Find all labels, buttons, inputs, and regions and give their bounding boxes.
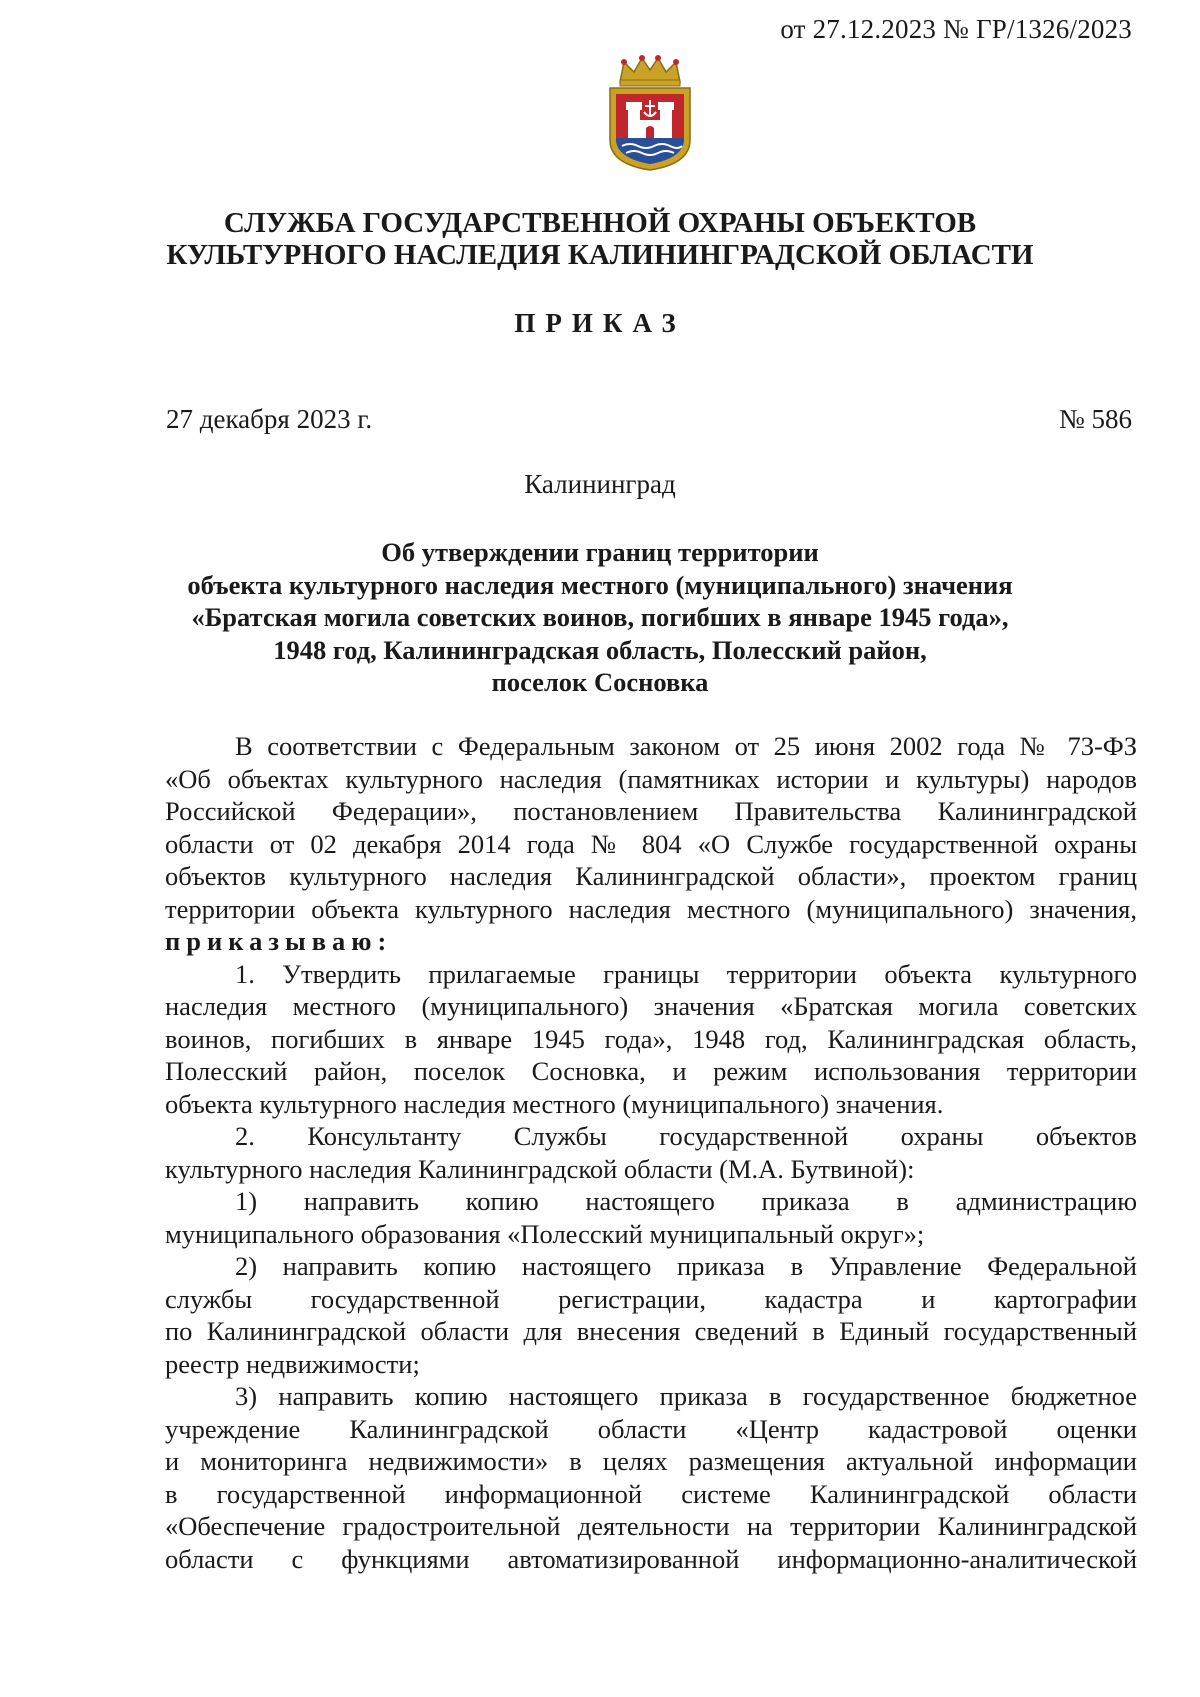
- body-line: 2. Консультанту Службы государственной охраны объектов: [235, 1121, 1137, 1151]
- body-line: территории объекта культурного наследия местного (муниципального) значения,: [165, 893, 1137, 924]
- body-line: объектов культурного наследия Калининградской области», проектом границ: [165, 861, 1137, 891]
- body-line: по Калининградской области для внесения сведений в Единый государственный: [165, 1316, 1137, 1346]
- body-line: в государственной информационной системе Калининградской области: [165, 1478, 1137, 1509]
- coat-of-arms-icon: [602, 52, 698, 172]
- body-line: В соответствии с Федеральным законом от 25 июня 2002 года № 73-ФЗ: [235, 731, 1137, 761]
- document-subject: [0, 536, 1200, 699]
- body-line: «Обеспечение градостроительной деятельности на территории Калининградской: [165, 1511, 1137, 1541]
- body-line: и мониторинга недвижимости» в целях размещения актуальной информации: [165, 1446, 1137, 1476]
- document-body: [165, 730, 1137, 1575]
- subject-line: 1948 год, Калининградская область, Полесский район,: [273, 634, 927, 665]
- subject-line: Об утверждении границ территории: [381, 537, 819, 567]
- organization-name: [0, 207, 1200, 271]
- organization-line-2: КУЛЬТУРНОГО НАСЛЕДИЯ КАЛИНИНГРАДСКОЙ ОБЛАСТИ: [166, 239, 1034, 271]
- document-date: 27 декабря 2023 г.: [166, 404, 373, 434]
- body-line: «Об объектах культурного наследия (памятниках истории и культуры) народов: [165, 763, 1137, 794]
- body-line: реестр недвижимости;: [165, 1348, 420, 1379]
- body-line: 1. Утвердить прилагаемые границы территории объекта культурного: [235, 958, 1137, 989]
- document-city: Калининград: [524, 469, 676, 499]
- order-word: приказываю:: [165, 926, 393, 956]
- body-line: службы государственной регистрации, кадастра и картографии: [165, 1283, 1137, 1314]
- body-line: области с функциями автоматизированной информационно-аналитической: [165, 1543, 1137, 1574]
- body-line: учреждение Калининградской области «Центр кадастровой оценки: [165, 1413, 1137, 1444]
- organization-line-1: СЛУЖБА ГОСУДАРСТВЕННОЙ ОХРАНЫ ОБЪЕКТОВ: [223, 207, 977, 239]
- body-line: 1) направить копию настоящего приказа в администрацию: [235, 1186, 1137, 1216]
- body-line: Полесский район, поселок Сосновка, и режим использования территории: [165, 1056, 1137, 1086]
- body-line: области от 02 декабря 2014 года № 804 «О Службе государственной охраны: [165, 828, 1137, 859]
- body-line: Российской Федерации», постановлением Правительства Калининградской: [165, 796, 1137, 826]
- body-line: воинов, погибших в январе 1945 года», 1948 год, Калининградская область,: [165, 1023, 1137, 1054]
- body-line: муниципального образования «Полесский муниципальный округ»;: [165, 1218, 925, 1249]
- subject-line: объекта культурного наследия местного (муниципального) значения: [187, 569, 1013, 600]
- document-type: ПРИКАЗ: [514, 308, 686, 338]
- body-line: объекта культурного наследия местного (муниципального) значения.: [165, 1088, 944, 1119]
- body-line: наследия местного (муниципального) значения «Братская могила советских: [165, 991, 1137, 1021]
- subject-line: «Братская могила советских воинов, погибших в январе 1945 года»,: [191, 602, 1009, 632]
- document-number: № 586: [1058, 404, 1132, 434]
- subject-line: поселок Сосновка: [491, 667, 709, 697]
- document-reference: от 27.12.2023 № ГР/1326/2023: [780, 14, 1132, 44]
- body-line: 3) направить копию настоящего приказа в государственное бюджетное: [235, 1381, 1137, 1411]
- body-line: культурного наследия Калининградской области (М.А. Бутвиной):: [165, 1153, 915, 1184]
- body-line: 2) направить копию настоящего приказа в Управление Федеральной: [235, 1251, 1137, 1281]
